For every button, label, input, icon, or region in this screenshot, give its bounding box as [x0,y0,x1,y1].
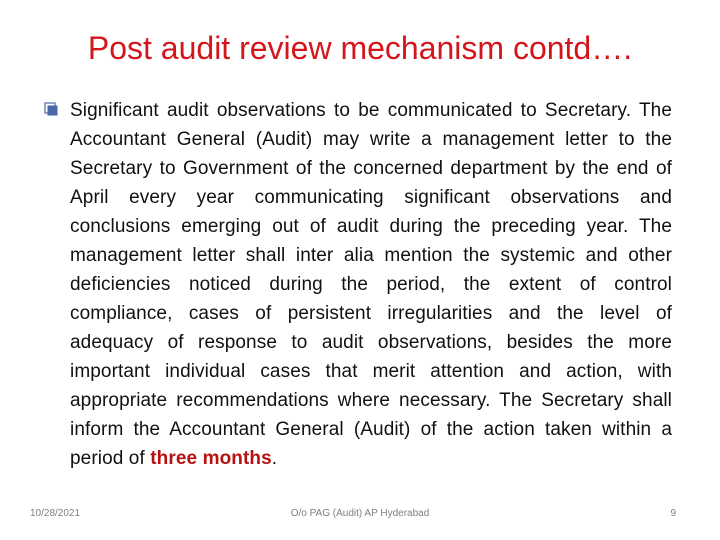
footer-page-number: 9 [670,508,676,519]
footer-date: 10/28/2021 [30,508,81,519]
footer-office: O/o PAG (Audit) AP Hyderabad [290,508,430,519]
bullet-text-main: Significant audit observations to be communicated to Secretary. The Accountant General (Audit) may write a management letter to the Secretary to Government of the concerned department by the end of April every year communicating significant observations and conclusions emerging out of audit during the preceding year. The management letter shall inter alia mention the systemic and other deficiencies noticed during the period, the extent of control compliance, cases of persistent irregularities and the level of adequacy of response to audit observations, besides the more important individual cases that merit attention and action, with appropriate recommendations where necessary. The Secretary shall inform the Accountant General (Audit) of the action taken within a period of [70,100,672,469]
bullet-text-end: . [271,448,278,469]
emphasis-three-months: three months [150,448,272,469]
bullet-item [44,96,672,473]
bullet-paragraph [70,96,672,473]
slide-title: Post audit review mechanism contd…. [87,30,633,66]
checkbox-bullet-icon [44,102,58,116]
